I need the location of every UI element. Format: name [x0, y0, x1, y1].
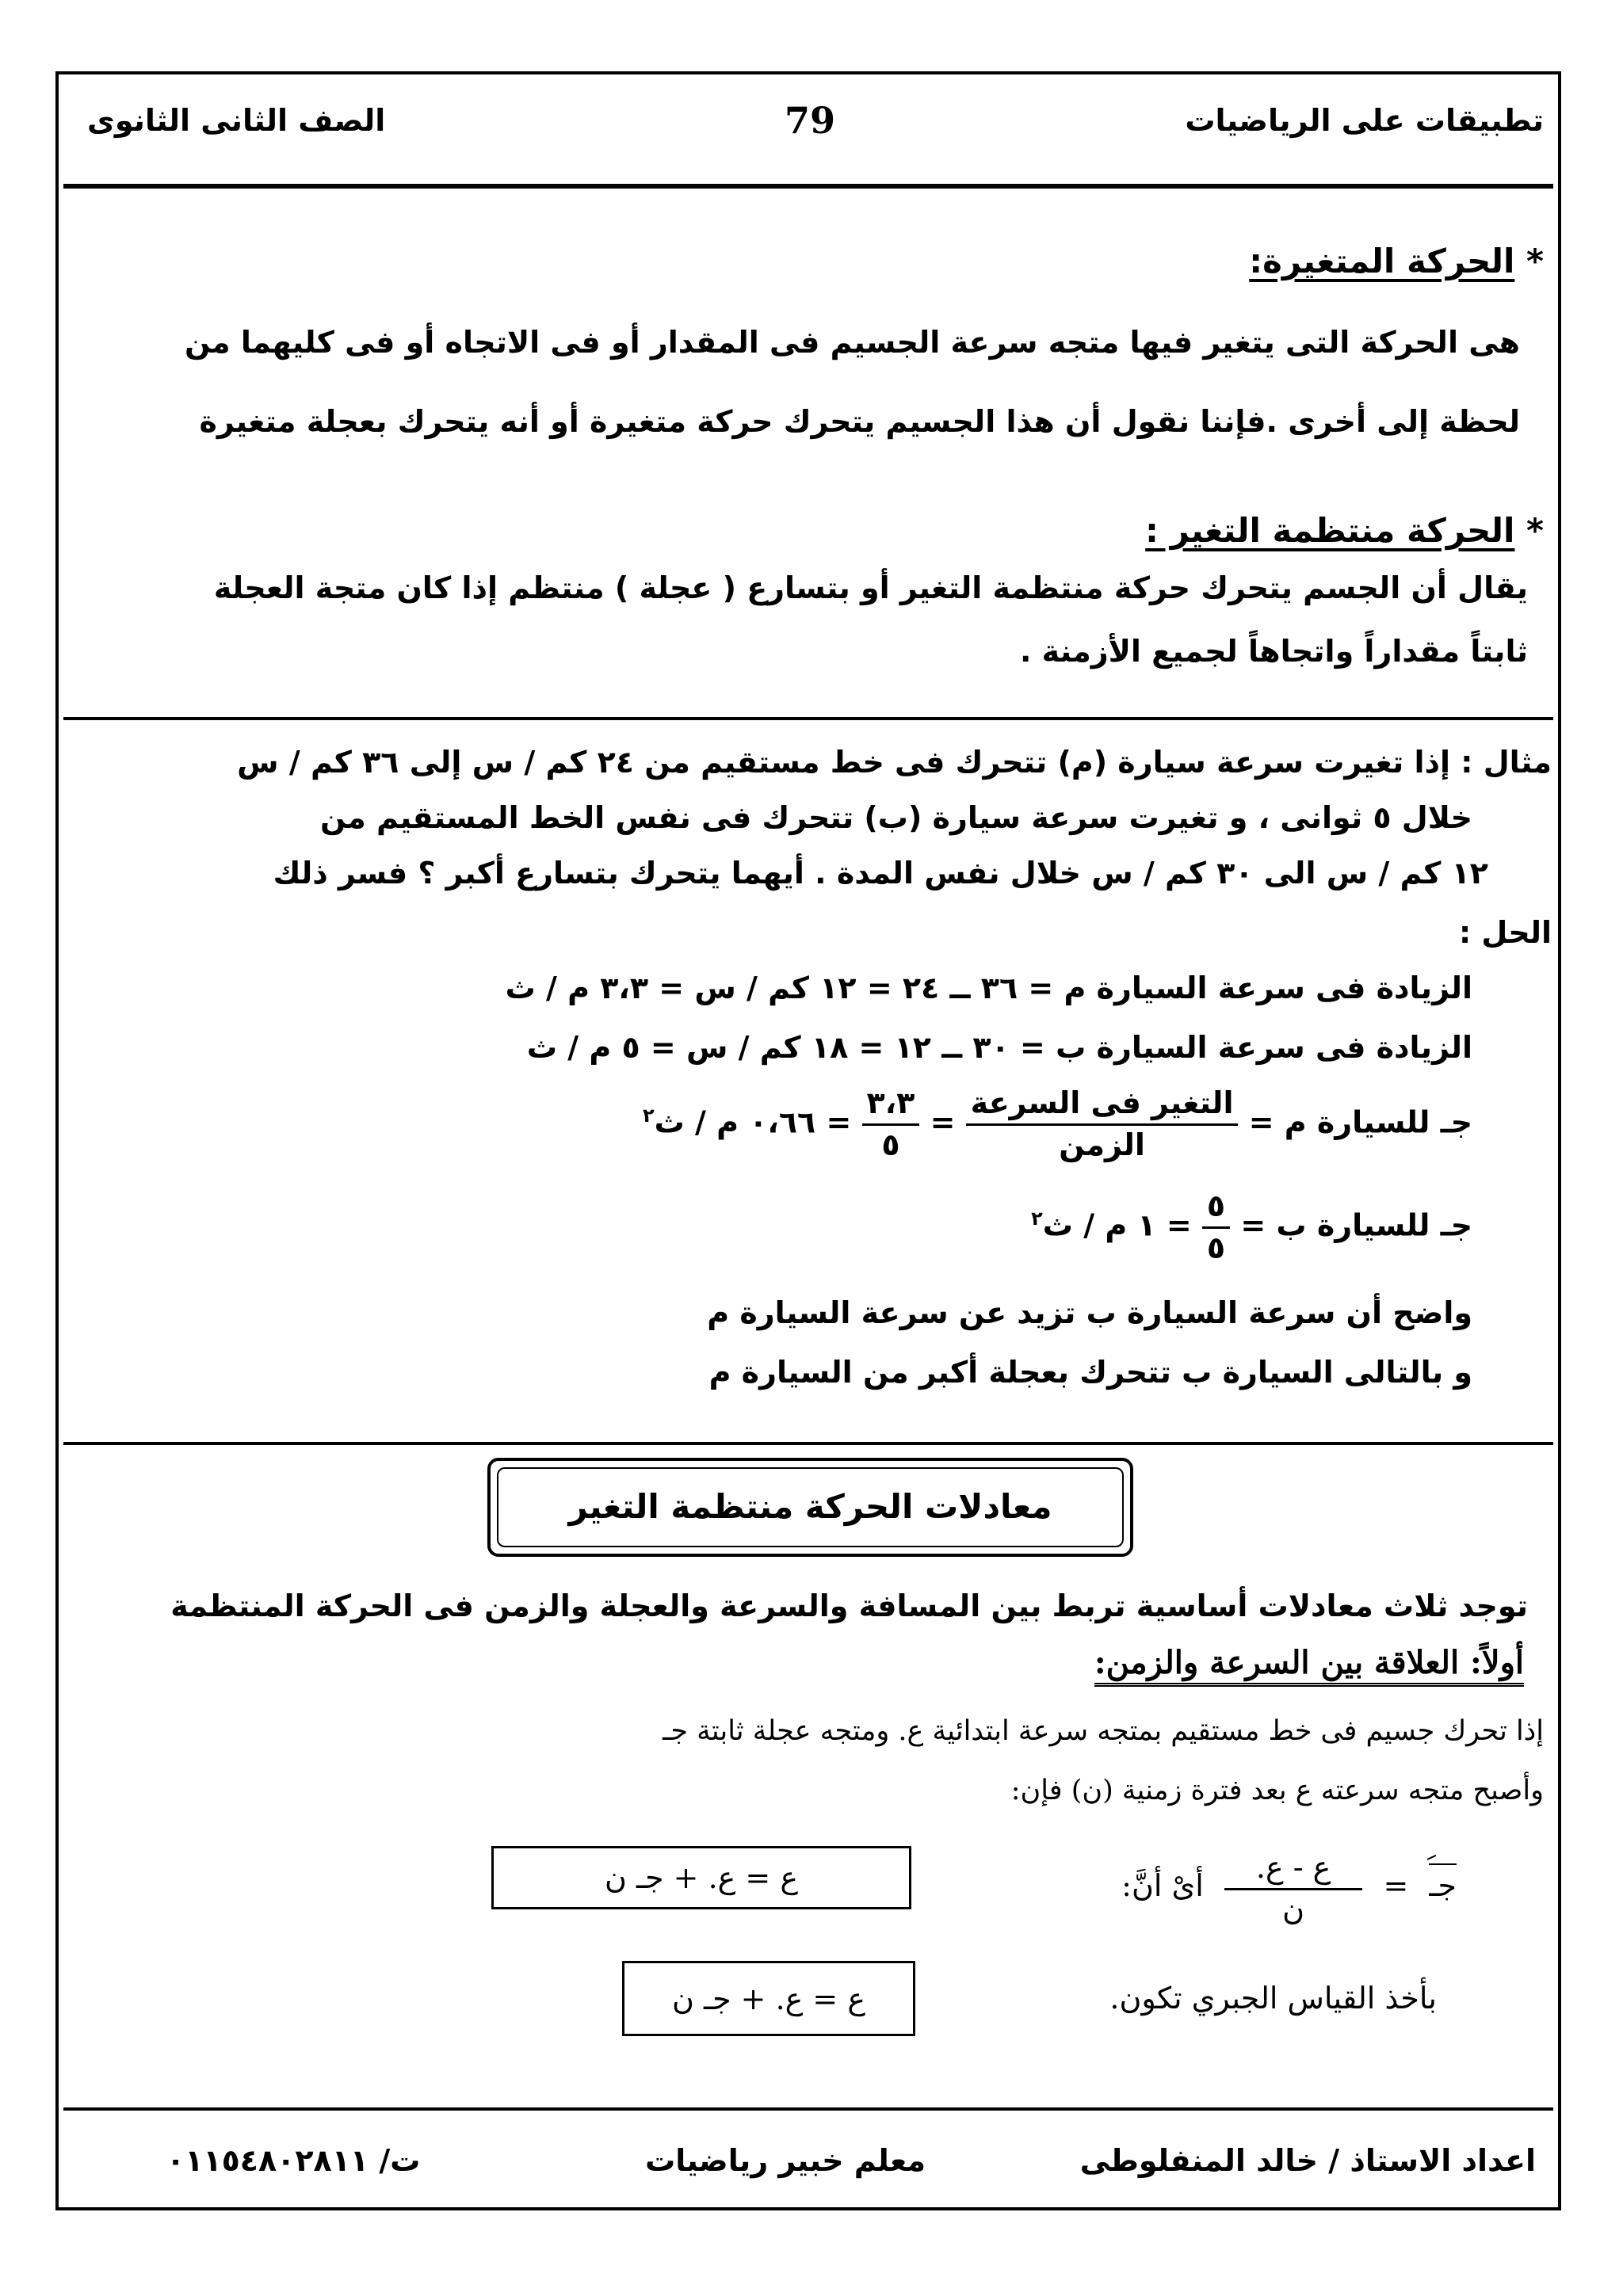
accel-b-square: ٢	[1031, 1207, 1043, 1230]
equations-title: معادلات الحركة منتظمة التغير	[568, 1487, 1052, 1527]
footer-author: اعداد الاستاذ / خالد المنفلوطى	[1079, 2143, 1536, 2178]
book-title: تطبيقات على الرياضيات	[1185, 103, 1544, 138]
uniform-motion-line-2: ثابتاً مقداراً واتجاهاً لجميع الأزمنة .	[1020, 634, 1528, 669]
uniform-motion-title: الحركة منتظمة التغير :	[1145, 511, 1515, 550]
equations-title-inner-box	[497, 1467, 1124, 1547]
accel-b-prefix: جـ للسيارة ب =	[1240, 1207, 1472, 1243]
scalar-equation: ع = ع. + جـ ن	[671, 1981, 866, 2016]
example-line-3: ١٢ كم / س الى ٣٠ كم / س خلال نفس المدة . أيهما يتحرك بتسارع أكبر ؟ فسر ذلك	[273, 856, 1488, 891]
accel-a-numerator: التغير فى السرعة	[966, 1085, 1239, 1126]
acceleration-vector-symbol: جـ	[1429, 1868, 1457, 1903]
accel-a-equals: =	[930, 1104, 956, 1140]
conclusion-line-2: و بالتالى السيارة ب تتحرك بعجلة أكبر من السيارة م	[708, 1355, 1472, 1390]
velocity-change-numerator: ع - ع.	[1224, 1850, 1362, 1890]
accel-a-denominator-2: ٥	[881, 1127, 900, 1162]
vector-equation-box	[491, 1846, 911, 1909]
page-number: 79	[785, 99, 836, 142]
section-divider-2	[63, 1442, 1553, 1445]
velocity-change-denominator: ن	[1282, 1892, 1305, 1927]
example-line-1: مثال : إذا تغيرت سرعة سيارة (م) تتحرك فى خط مستقيم من ٢٤ كم / س إلى ٣٦ كم / س	[237, 745, 1552, 780]
section-divider-1	[63, 717, 1553, 720]
accel-a-fraction-2	[862, 1085, 920, 1163]
variable-motion-line-2: لحظة إلى أخرى .فإننا نقول أن هذا الجسيم يتحرك حركة متغيرة أو أنه يتحرك بعجلة متغيرة	[199, 404, 1520, 439]
acceleration-car-a	[643, 1085, 1472, 1163]
uniform-motion-heading	[1145, 511, 1544, 551]
accel-a-square: ٢	[642, 1104, 655, 1127]
footer-role: معلم خبير رياضيات	[645, 2143, 926, 2178]
accel-b-denominator: ٥	[1206, 1230, 1226, 1265]
uniform-motion-line-1: يقال أن الجسم يتحرك حركة منتظمة التغير أو بتسارع ( عجلة ) منتظم إذا كان متجة العجلة	[213, 570, 1528, 605]
bullet-star: *	[1526, 242, 1544, 280]
accel-b-result: = ١ م / ث	[1042, 1207, 1192, 1243]
equations-title-box	[487, 1458, 1133, 1557]
equations-intro: توجد ثلاث معادلات أساسية تربط بين المسافة والسرعة والعجلة والزمن فى الحركة المنتظمة	[170, 1589, 1528, 1623]
definition-equals: =	[1383, 1868, 1409, 1903]
solution-step-1: الزيادة فى سرعة السيارة م = ٣٦ ــ ٢٤ = ١٢ كم / س = ٣،٣ م / ث	[505, 971, 1472, 1005]
variable-motion-title: الحركة المتغيرة:	[1249, 242, 1515, 280]
accel-a-fraction	[966, 1085, 1239, 1163]
acceleration-car-b	[1031, 1188, 1472, 1266]
algebraic-intro: بأخذ القياس الجبري تكون.	[1109, 1981, 1437, 2016]
ie-label: أىْ أنَّ:	[1121, 1868, 1204, 1903]
accel-b-numerator: ٥	[1202, 1188, 1230, 1229]
accel-a-prefix: جـ للسيارة م =	[1248, 1104, 1472, 1140]
solution-step-2: الزيادة فى سرعة السيارة ب = ٣٠ ــ ١٢ = ١٨ كم / س = ٥ م / ث	[526, 1030, 1472, 1065]
footer-phone: ت/ ٠١١٥٤٨٠٢٨١١	[166, 2143, 421, 2178]
variable-motion-line-1: هى الحركة التى يتغير فيها متجه سرعة الجسيم فى المقدار أو فى الاتجاه أو فى كليهما من	[184, 325, 1520, 360]
vector-equation: ع = ع. + جـ ن	[604, 1860, 799, 1895]
grade-label: الصف الثانى الثانوى	[87, 103, 386, 138]
accel-a-numerator-2: ٣،٣	[862, 1085, 920, 1126]
acceleration-definition	[1121, 1850, 1457, 1927]
variable-motion-heading	[1249, 242, 1544, 281]
first-relation-heading: أولاً: العلاقة بين السرعة والزمن:	[1094, 1644, 1524, 1687]
accel-a-result: = ٠،٦٦ م / ث	[654, 1104, 852, 1140]
accel-b-fraction	[1202, 1188, 1230, 1266]
handwritten-line-2: وأصبح متجه سرعته ع بعد فترة زمنية (ن) فإن:	[1010, 1775, 1544, 1806]
velocity-change-fraction	[1224, 1850, 1362, 1927]
accel-a-denominator: الزمن	[1059, 1127, 1145, 1162]
solution-label: الحل :	[1458, 915, 1552, 950]
footer-divider	[63, 2107, 1553, 2111]
example-line-2: خلال ٥ ثوانى ، و تغيرت سرعة سيارة (ب) تتحرك فى نفس الخط المستقيم من	[320, 800, 1472, 835]
scalar-equation-box	[622, 1961, 915, 2036]
bullet-star: *	[1526, 511, 1544, 550]
header-divider	[63, 184, 1553, 189]
conclusion-line-1: واضح أن سرعة السيارة ب تزيد عن سرعة السيارة م	[707, 1295, 1472, 1330]
handwritten-line-1: إذا تحرك جسيم فى خط مستقيم بمتجه سرعة ابتدائية ع. ومتجه عجلة ثابتة جـ	[663, 1715, 1544, 1747]
